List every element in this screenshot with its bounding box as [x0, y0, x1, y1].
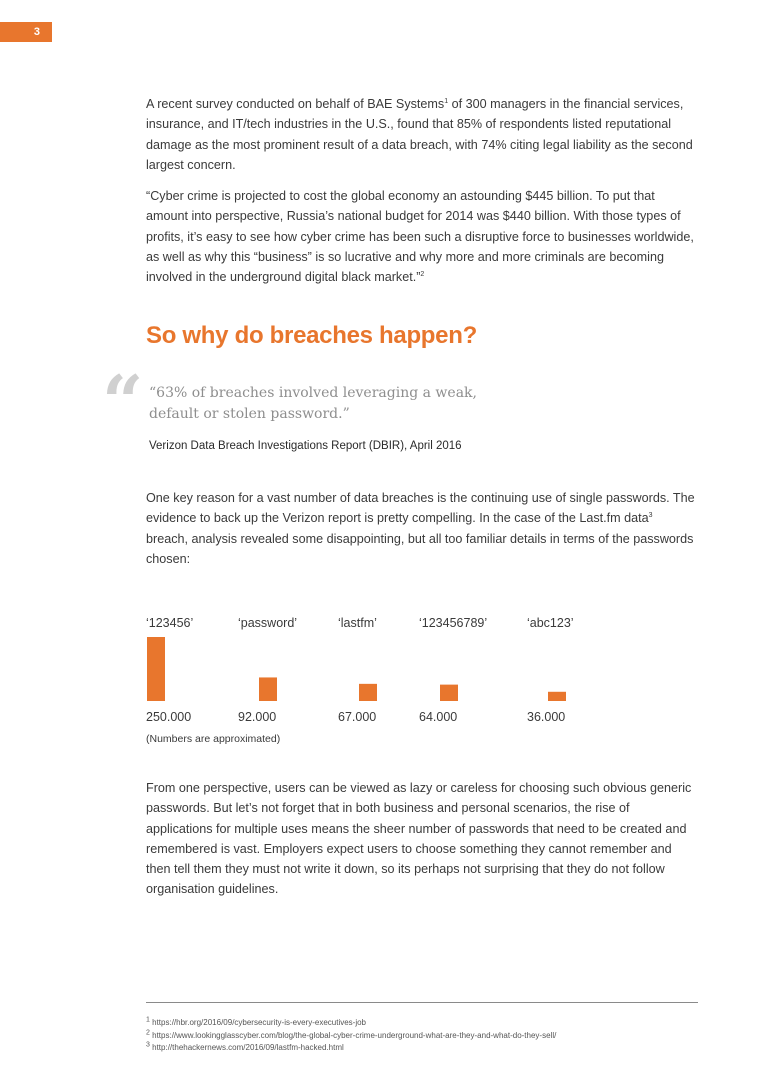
- footnote-url[interactable]: https://www.lookingglasscyber.com/blog/the-global-cyber-crime-underground-what-are-they-and-what-do-they-sell/: [149, 1030, 557, 1040]
- intro-paragraph-1: A recent survey conducted on behalf of BAE Systems$^1$ of 300 managers in the financial services, insurance, and IT/tech industries in the U.S., found that 85% of respondents listed reputational damage as the most prominent result of a data breach, with 74% citing legal liability as the second largest concern.: [146, 97, 693, 172]
- footnote-item: [146, 1042, 706, 1055]
- chart-bar: [147, 637, 165, 701]
- footnote-ref-2: 2: [420, 271, 425, 278]
- chart-value-label: 92.000: [238, 710, 277, 724]
- chart-value-label: 64.000: [419, 710, 458, 724]
- footnote-url[interactable]: http://thehackernews.com/2016/09/lastfm-hacked.html: [149, 1043, 344, 1052]
- chart-note: (Numbers are approximated): [146, 733, 281, 745]
- chart-bar: [259, 677, 277, 701]
- section-heading: So why do breaches happen?: [146, 322, 477, 349]
- chart-category-label: ‘123456’: [146, 616, 194, 630]
- chart-value-label: 36.000: [527, 710, 566, 724]
- chart-category-label: ‘lastfm’: [338, 616, 377, 630]
- footnote-number: 3: [146, 1041, 150, 1049]
- footnote-url[interactable]: https://hbr.org/2016/09/cybersecurity-is-every-executives-job: [149, 1018, 367, 1027]
- chart-category-label: ‘123456789’: [419, 616, 488, 630]
- footnotes: [146, 1017, 706, 1055]
- footnote-ref-1: 1: [444, 97, 449, 105]
- chart-bar: [548, 692, 566, 701]
- chart-value-label: 250.000: [146, 710, 192, 724]
- quote-mark-icon: “: [102, 359, 144, 444]
- footnote-item: [146, 1017, 706, 1030]
- footnote-number: 1: [146, 1016, 150, 1024]
- footnote-divider: [146, 1002, 698, 1003]
- chart-category-label: ‘abc123’: [527, 616, 574, 630]
- chart-bar: [359, 684, 377, 701]
- body-paragraph-2: From one perspective, users can be viewed as lazy or careless for choosing such obvious generic passwords. But let’s not forget that in both business and personal scenarios, the rise of applications for multiple uses means the sheer number of passwords that need to be created and remembered is vast. Employers expect users to choose something they cannot remember and then tell them they must not write it down, so its perhaps not surprising that they do not follow organisation guidelines.: [146, 781, 692, 897]
- page-number: 3: [0, 22, 52, 42]
- chart-value-label: 67.000: [338, 710, 377, 724]
- footnote-number: 2: [146, 1028, 150, 1036]
- pull-quote: “63% of breaches involved leveraging a weak, default or stolen password.”: [149, 385, 477, 422]
- chart-category-label: ‘password’: [238, 616, 298, 630]
- quote-source: Verizon Data Breach Investigations Report (DBIR), April 2016: [149, 440, 462, 452]
- body-paragraph-1: One key reason for a vast number of data breaches is the continuing use of single passwords. The evidence to back up the Verizon report is pretty compelling. In the case of the Last.fm data$^3$ breach, analysis revealed some disappointing, but all too familiar details in terms of the passwords chosen:: [146, 491, 695, 566]
- chart-bar: [440, 685, 458, 701]
- intro-paragraph-2: “Cyber crime is projected to cost the global economy an astounding $445 billion. To put that amount into perspective, Russia’s national budget for 2014 was $440 billion. With those types of profits, it’s easy to see how cyber crime has been such a disruptive force to businesses worldwide, as well as why this “business” is so lucrative and why more and more criminals are becoming involved in the underground digital black market.”$^2$: [146, 189, 694, 285]
- footnote-ref-3: 3: [648, 512, 653, 520]
- footnote-item: [146, 1030, 706, 1043]
